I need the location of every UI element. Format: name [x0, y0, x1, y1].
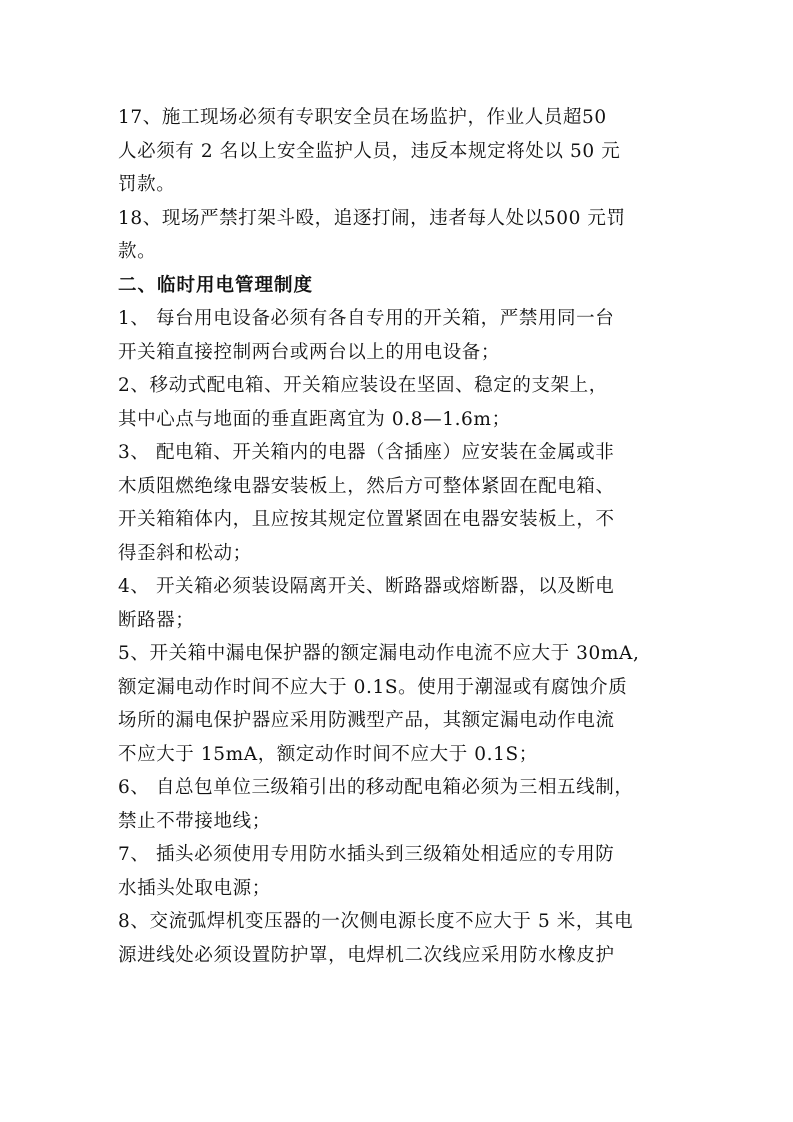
text-line: 断路器；: [118, 609, 195, 631]
text-line: 开关箱直接控制两台或两台以上的用电设备；: [118, 341, 501, 363]
text-line: 7、 插头必须使用专用防水插头到三级箱处相适应的专用防: [118, 844, 615, 865]
text-line: 其中心点与地面的垂直距离宜为 0.8—1.6m；: [118, 408, 511, 430]
text-line: 18、现场严禁打架斗殴，追逐打闹，违者每人处以500 元罚: [118, 207, 626, 229]
text-line: 4、 开关箱必须装设隔离开关、断路器或熔断器，以及断电: [118, 576, 615, 597]
text-line: 木质阻燃绝缘电器安装板上，然后方可整体紧固在配电箱、: [118, 475, 615, 497]
text-line: 17、施工现场必须有专职安全员在场监护，作业人员超50: [118, 107, 607, 128]
text-line: 源进线处必须设置防护罩，电焊机二次线应采用防水橡皮护: [118, 944, 615, 966]
text-line: 罚款。: [118, 174, 176, 195]
text-line: 6、 自总包单位三级箱引出的移动配电箱必须为三相五线制，: [118, 777, 634, 798]
text-line: 人必须有 2 名以上安全监护人员，违反本规定将处以 50 元: [118, 140, 621, 162]
text-line: 不应大于 15mA，额定动作时间不应大于 0.1S；: [118, 743, 538, 765]
text-line: 得歪斜和松动；: [118, 542, 252, 564]
text-line: 5、开关箱中漏电保护器的额定漏电动作电流不应大于 30mA,: [118, 643, 640, 664]
section-heading: 二、临时用电管理制度: [118, 274, 314, 296]
text-line: 额定漏电动作时间不应大于 0.1S。使用于潮湿或有腐蚀介质: [118, 676, 628, 698]
text-line: 2、移动式配电箱、开关箱应装设在坚固、稳定的支架上，: [118, 375, 608, 396]
document-body: [118, 101, 680, 972]
text-line: 1、 每台用电设备必须有各自专用的开关箱，严禁用同一台: [118, 308, 615, 329]
text-line: 禁止不带接地线；: [118, 810, 271, 832]
text-line: 开关箱箱体内，且应按其规定位置紧固在电器安装板上，不: [118, 509, 615, 530]
text-line: 3、 配电箱、开关箱内的电器（含插座）应安装在金属或非: [118, 442, 615, 463]
text-line: 8、交流弧焊机变压器的一次侧电源长度不应大于 5 米，其电: [118, 911, 634, 932]
text-line: 款。: [118, 241, 157, 262]
text-line: 水插头处取电源；: [118, 877, 271, 899]
text-line: 场所的漏电保护器应采用防溅型产品，其额定漏电动作电流: [118, 710, 615, 731]
